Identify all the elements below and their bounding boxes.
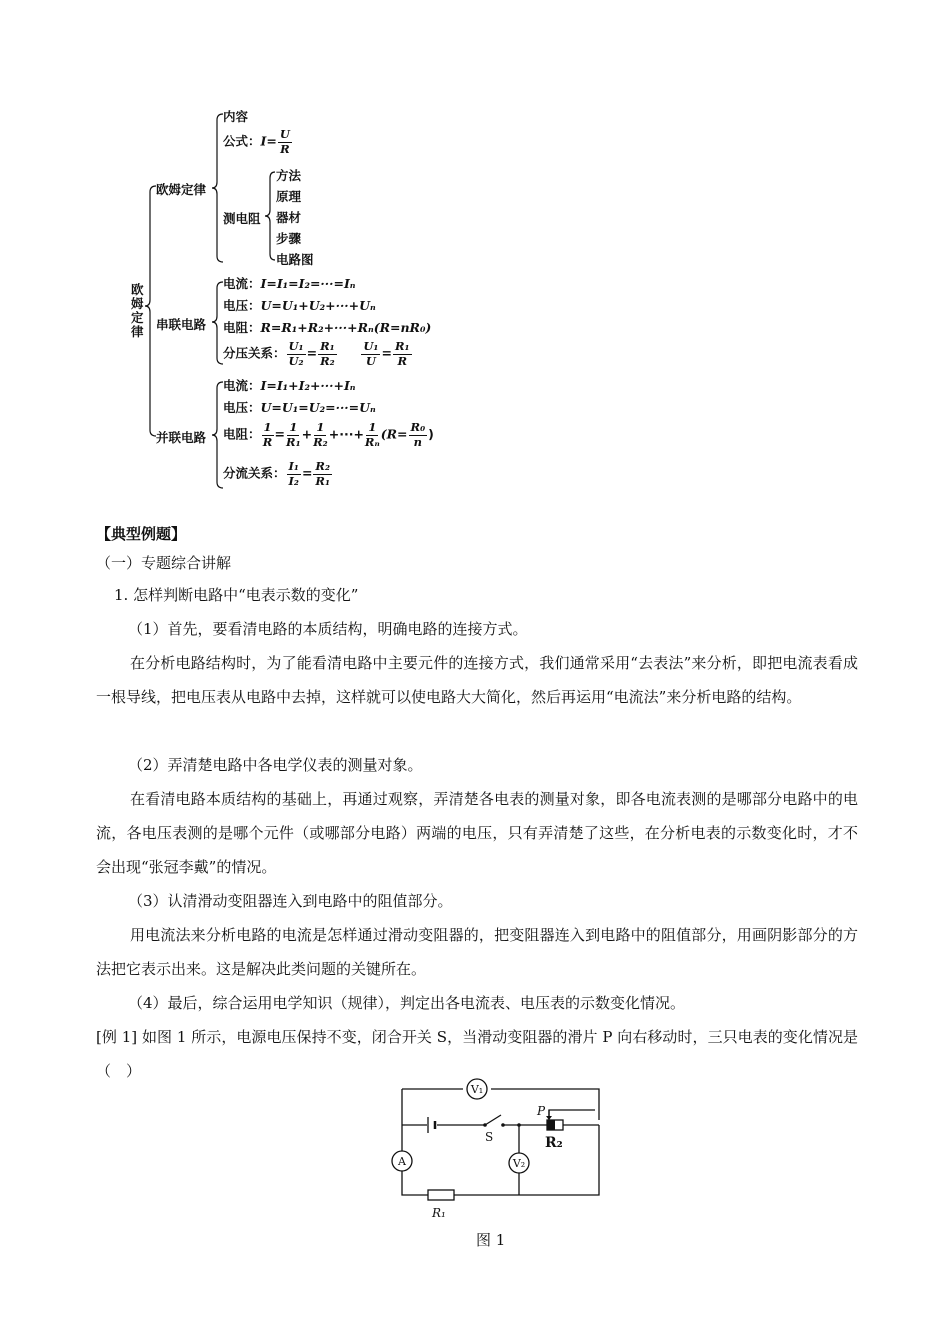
parallel-res-num-b: 1 bbox=[289, 420, 298, 434]
parallel-res-den-r2: R₂ bbox=[313, 434, 328, 449]
ohm-law-label: 欧姆定律 bbox=[156, 182, 207, 197]
ohm-formula-den: R bbox=[280, 141, 290, 156]
switch-contact bbox=[501, 1123, 505, 1127]
item-1-title: 1. 怎样判断电路中“电表示数的变化” bbox=[114, 586, 359, 604]
r2-shaded bbox=[547, 1120, 555, 1130]
series-ratio1-eq: = bbox=[306, 345, 318, 361]
paragraph-1: 在分析电路结构时，为了能看清电路中主要元件的连接方式，我们通常采用“去表法”来分析，即把电流表看成一根导线，把电压表从电路中去掉，这样就可以使电路大大简化，然后再运用“电流法”来分析电路的结构。 bbox=[96, 654, 858, 706]
parallel-res-den-r: R bbox=[262, 434, 273, 449]
wire-left-lower bbox=[402, 1171, 428, 1195]
switch-label: S bbox=[485, 1130, 494, 1144]
parallel-res-frac-r2 bbox=[313, 422, 328, 448]
series-ratio2-rnum: R₁ bbox=[394, 339, 410, 353]
v2-label: V₂ bbox=[512, 1157, 526, 1170]
series-voltage-prefix: 电压： bbox=[223, 298, 261, 313]
measure-item-circuit: 电路图 bbox=[276, 252, 314, 267]
series-ratio bbox=[223, 341, 413, 367]
section-heading: 【典型例题】 bbox=[96, 525, 187, 543]
series-ratio1-rden: R₂ bbox=[320, 353, 335, 368]
series-resistance bbox=[223, 318, 431, 336]
series-ratio1-rnum: R₁ bbox=[320, 339, 335, 353]
series-ratio1-den: U₂ bbox=[288, 353, 304, 368]
parallel-res-plus2: +···+ bbox=[328, 426, 364, 442]
ammeter-label: A bbox=[398, 1155, 406, 1168]
parallel-res-num-c: 1 bbox=[316, 420, 325, 434]
parallel-ratio-eq: = bbox=[301, 465, 313, 481]
parallel-res-tail-den: n bbox=[413, 434, 423, 449]
measure-item-principle: 原理 bbox=[276, 189, 302, 204]
parallel-res-tail-num: R₀ bbox=[410, 420, 426, 434]
parallel-res-tail-frac bbox=[409, 422, 428, 448]
series-ratio2-right bbox=[393, 341, 412, 367]
parallel-ratio-prefix: 分流关系： bbox=[223, 465, 286, 481]
parallel-res-den-r1: R₁ bbox=[286, 434, 301, 449]
r1-label: R₁ bbox=[432, 1206, 446, 1220]
parallel-voltage-formula: U=U₁=U₂=···=Uₙ bbox=[260, 400, 376, 415]
series-ratio2-rden: R bbox=[397, 353, 408, 368]
ohm-content: 内容 bbox=[223, 109, 249, 124]
parallel-ratio-left bbox=[287, 461, 301, 487]
parallel-current bbox=[223, 376, 356, 394]
measure-item-steps: 步骤 bbox=[276, 231, 302, 246]
series-current-prefix: 电流： bbox=[223, 276, 261, 291]
series-ratio2-left bbox=[361, 341, 380, 367]
figure-caption: 图 1 bbox=[476, 1231, 506, 1249]
parallel-res-plus1: + bbox=[301, 426, 313, 442]
parallel-ratio bbox=[223, 461, 333, 487]
step-4: （4）最后，综合运用电学知识（规律），判定出各电流表、电压表的示数变化情况。 bbox=[128, 994, 686, 1012]
paragraph-2: 在看清电路本质结构的基础上，再通过观察，弄清楚各电表的测量对象，即各电流表测的是哪部分电路中的电流，各电压表测的是哪个元件（或哪部分电路）两端的电压，只有弄清楚了这些，在分析电表的示数变化时，才不会出现“张冠李戴”的情况。 bbox=[96, 790, 858, 876]
step-1: （1）首先，要看清电路的本质结构，明确电路的连接方式。 bbox=[128, 620, 528, 638]
series-voltage bbox=[223, 296, 376, 314]
subheading: （一）专题综合讲解 bbox=[96, 554, 232, 572]
series-current-formula: I=I₁=I₂=···=Iₙ bbox=[260, 276, 356, 291]
parallel-res-eq: = bbox=[274, 426, 286, 442]
r1-resistor bbox=[428, 1190, 454, 1200]
switch-blade bbox=[485, 1115, 501, 1125]
step-2: （2）弄清楚电路中各电学仪表的测量对象。 bbox=[128, 756, 423, 774]
parallel-resistance-prefix: 电阻： bbox=[223, 426, 261, 442]
example-1: [例 1] 如图 1 所示，电源电压保持不变，闭合开关 S，当滑动变阻器的滑片 P 向右移动时，三只电表的变化情况是（ ） bbox=[96, 1028, 858, 1080]
r2-label: R₂ bbox=[545, 1135, 563, 1151]
ohm-formula-fraction bbox=[278, 129, 292, 155]
series-ratio2-num: U₁ bbox=[363, 339, 379, 353]
v1-label: V₁ bbox=[470, 1083, 484, 1096]
parallel-ratio-rnum: R₂ bbox=[315, 459, 331, 473]
parallel-res-tail-close: ) bbox=[428, 426, 434, 442]
paragraph-3: 用电流法来分析电路的电流是怎样通过滑动变阻器的，把变阻器连入到电路中的阻值部分，用画阴影部分的方法把它表示出来。这是解决此类问题的关键所在。 bbox=[96, 926, 858, 978]
series-ratio1-num: U₁ bbox=[288, 339, 304, 353]
step-3: （3）认清滑动变阻器连入到电路中的阻值部分。 bbox=[128, 892, 453, 910]
wire-slider bbox=[549, 1110, 595, 1120]
parallel-current-formula: I=I₁+I₂+···+Iₙ bbox=[260, 378, 356, 393]
measure-item-method: 方法 bbox=[276, 168, 302, 183]
series-current bbox=[223, 274, 356, 292]
parallel-ratio-num: I₁ bbox=[288, 459, 299, 473]
series-ratio2-den: U bbox=[365, 353, 376, 368]
parallel-res-num-a: 1 bbox=[263, 420, 272, 434]
measure-resistance-label: 测电阻 bbox=[223, 211, 261, 226]
measure-item-equipment: 器材 bbox=[276, 210, 302, 225]
parallel-res-frac-r bbox=[262, 422, 274, 448]
parallel-res-frac-r1 bbox=[286, 422, 301, 448]
parallel-current-prefix: 电流： bbox=[223, 378, 261, 393]
mindmap-root-label: 欧姆定律 bbox=[131, 282, 144, 339]
junction-dot bbox=[517, 1123, 521, 1127]
series-ratio1-left bbox=[287, 341, 306, 367]
series-label: 串联电路 bbox=[156, 317, 207, 332]
parallel-voltage-prefix: 电压： bbox=[223, 400, 261, 415]
circuit-diagram bbox=[355, 1075, 615, 1225]
ohm-formula-lhs: I= bbox=[260, 133, 277, 149]
mindmap-brackets bbox=[0, 0, 950, 500]
parallel-res-den-rn: Rₙ bbox=[364, 434, 380, 449]
series-resistance-formula: R=R₁+R₂+···+Rₙ(R=nR₀) bbox=[260, 320, 432, 335]
parallel-ratio-rden: R₁ bbox=[315, 473, 331, 488]
ohm-formula bbox=[223, 129, 293, 155]
parallel-label: 并联电路 bbox=[156, 430, 207, 445]
parallel-resistance bbox=[223, 422, 434, 448]
parallel-res-frac-rn bbox=[365, 422, 380, 448]
series-ratio-prefix: 分压关系： bbox=[223, 345, 286, 361]
series-resistance-prefix: 电阻： bbox=[223, 320, 261, 335]
parallel-ratio-right bbox=[313, 461, 332, 487]
parallel-res-tail-open: (R= bbox=[380, 426, 408, 442]
parallel-res-num-d: 1 bbox=[368, 420, 377, 434]
parallel-voltage bbox=[223, 398, 376, 416]
series-voltage-formula: U=U₁+U₂+···+Uₙ bbox=[260, 298, 376, 313]
ohm-formula-num: U bbox=[279, 127, 290, 141]
series-ratio2-eq: = bbox=[381, 345, 392, 361]
series-ratio1-right bbox=[318, 341, 337, 367]
parallel-ratio-den: I₂ bbox=[288, 473, 299, 488]
slider-label: P bbox=[537, 1104, 546, 1118]
ohm-formula-prefix: 公式： bbox=[223, 133, 261, 149]
